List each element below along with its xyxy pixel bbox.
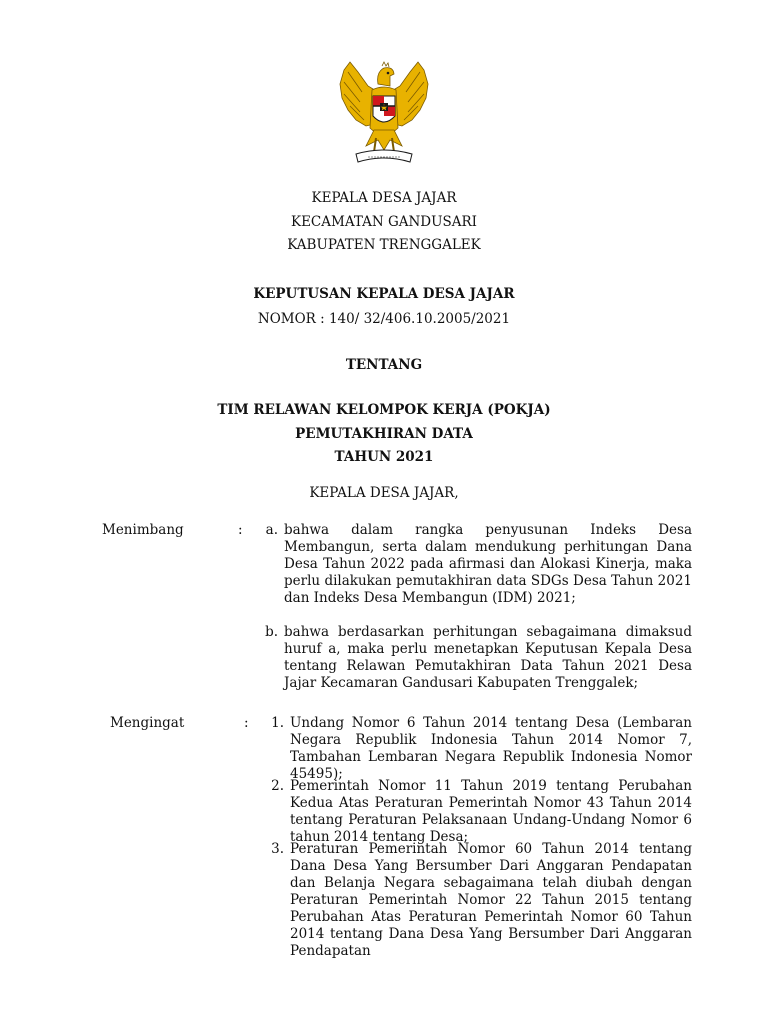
- menimbang-item-a: bahwa dalam rangka penyusunan Indeks Desa Membangun, serta dalam mendukung perhitungan Dana Desa Tahun 2022 pada afirmasi dan Alokasi Kinerja, maka perlu dilakukan pemutakhiran data SDGs Desa Tahun 2021 dan Indeks Desa Membangun (IDM) 2021;: [284, 522, 692, 606]
- mengingat-colon: :: [244, 715, 249, 731]
- mengingat-item-2: Pemerintah Nomor 11 Tahun 2019 tentang Perubahan Kedua Atas Peraturan Pemerintah Nomor 43 Tahun 2014 tentang Peraturan Pelaksanaan Undang-Undang Nomor 6 tahun 2014 tentang Desa;: [290, 778, 692, 845]
- garuda-emblem-icon: [338, 58, 430, 168]
- menimbang-marker-b: b.: [265, 624, 278, 640]
- menimbang-item-b: bahwa berdasarkan perhitungan sebagaimana dimaksud huruf a, maka perlu menetapkan Keputusan Kepala Desa tentang Relawan Pemutakhiran Data Tahun 2021 Desa Jajar Kecamaran Gandusari Kabupaten Trenggalek;: [284, 624, 692, 691]
- mengingat-marker-3: 3.: [271, 841, 284, 857]
- decree-subject-3: TAHUN 2021: [334, 449, 434, 465]
- header-line-2: KECAMATAN GANDUSARI: [290, 214, 477, 230]
- header-line-1: KEPALA DESA JAJAR: [311, 190, 457, 206]
- decree-number: NOMOR : 140/ 32/406.10.2005/2021: [257, 311, 511, 327]
- mengingat-marker-2: 2.: [271, 778, 284, 794]
- menimbang-marker-a: a.: [265, 522, 278, 538]
- menimbang-colon: :: [238, 522, 243, 538]
- menimbang-label: Menimbang: [102, 522, 184, 538]
- decree-title: KEPUTUSAN KEPALA DESA JAJAR: [253, 286, 515, 302]
- decree-about: TENTANG: [345, 357, 423, 373]
- header-line-3: KABUPATEN TRENGGALEK: [287, 237, 481, 253]
- mengingat-item-1: Undang Nomor 6 Tahun 2014 tentang Desa (Lembaran Negara Republik Indonesia Tahun 2014 Nomor 7, Tambahan Lembaran Negara Republik Indonesia Nomor 45495);: [290, 715, 692, 782]
- mengingat-marker-1: 1.: [271, 715, 284, 731]
- mengingat-label: Mengingat: [110, 715, 185, 731]
- decree-issuer: KEPALA DESA JAJAR,: [309, 485, 459, 501]
- mengingat-item-3: Peraturan Pemerintah Nomor 60 Tahun 2014 tentang Dana Desa Yang Bersumber Dari Anggaran Pendapatan dan Belanja Negara sebagaimana telah diubah dengan Peraturan Pemerintah Nomor 22 Tahun 2015 tentang Perubahan Atas Peraturan Pemerintah Nomor 60 Tahun 2014 tentang Dana Desa Yang Bersumber Dari Anggaran Pendapatan: [290, 841, 692, 959]
- decree-subject-2: PEMUTAKHIRAN DATA: [295, 426, 473, 442]
- decree-subject-1: TIM RELAWAN KELOMPOK KERJA (POKJA): [217, 402, 551, 418]
